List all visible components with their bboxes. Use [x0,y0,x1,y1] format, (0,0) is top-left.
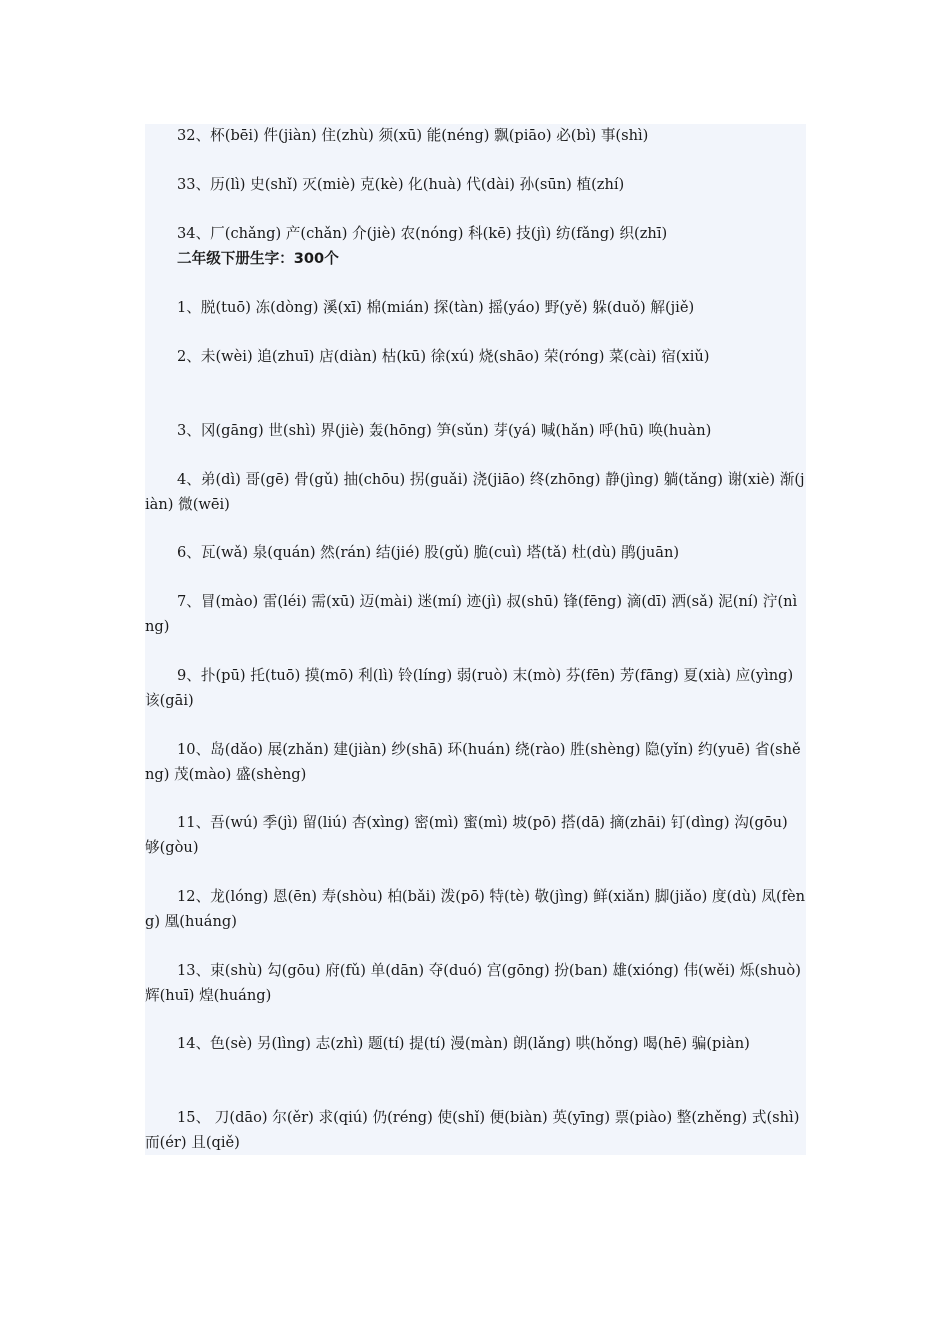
list-item: 9、扑(pū) 托(tuō) 摸(mō) 利(lì) 铃(líng) 弱(ruò) 末(mò) 芬(fēn) 芳(fāng) 夏(xià) 应(yìng) 该(gāi) [145,667,794,709]
list-item: 3、冈(gāng) 世(shì) 界(jiè) 轰(hōng) 笋(sǔn) 芽(yá) 喊(hǎn) 呼(hū) 唤(huàn) [177,422,712,439]
list-item: 4、弟(dì) 哥(gē) 骨(gǔ) 抽(chōu) 拐(guǎi) 浇(jiāo) 终(zhōng) 静(jìng) 躺(tǎng) 谢(xiè) 渐(jiàn) 微(wēi) [145,471,805,513]
list-item: 34、厂(chǎng) 产(chǎn) 介(jiè) 农(nóng) 科(kē) 技(jì) 纺(fǎng) 织(zhī) [177,225,668,242]
list-item: 13、束(shù) 勾(gōu) 府(fǔ) 单(dān) 夺(duó) 宫(gōng) 扮(ban) 雄(xióng) 伟(wěi) 烁(shuò) 辉(huī) 煌(huáng) [145,962,801,1004]
list-item: 2、未(wèi) 追(zhuī) 店(diàn) 枯(kū) 徐(xú) 烧(shāo) 荣(róng) 菜(cài) 宿(xiǔ) [177,348,710,365]
list-item: 10、岛(dǎo) 展(zhǎn) 建(jiàn) 纱(shā) 环(huán) 绕(rào) 胜(shèng) 隐(yǐn) 约(yuē) 省(shěng) 茂(mào) 盛(shèng) [145,741,801,783]
list-item: 6、瓦(wǎ) 泉(quán) 然(rán) 结(jié) 股(gǔ) 脆(cuì) 塔(tǎ) 杜(dù) 鹃(juān) [177,544,680,561]
list-item: 15、 刀(dāo) 尔(ěr) 求(qiú) 仍(réng) 使(shǐ) 便(biàn) 英(yīng) 票(piào) 整(zhěng) 式(shì) 而(ér) 且(qiě) [145,1109,800,1151]
list-item: 14、色(sè) 另(lìng) 志(zhì) 题(tí) 提(tí) 漫(màn) 朗(lǎng) 哄(hǒng) 喝(hē) 骗(piàn) [177,1035,750,1052]
section-heading: 二年级下册生字：300个 [177,250,339,267]
list-item: 1、脱(tuō) 冻(dòng) 溪(xī) 棉(mián) 探(tàn) 摇(yáo) 野(yě) 躲(duǒ) 解(jiě) [177,299,695,316]
list-item: 7、冒(mào) 雷(léi) 需(xū) 迈(mài) 迷(mí) 迹(jì) 叔(shū) 锋(fēng) 滴(dī) 洒(sǎ) 泥(ní) 泞(nìng) [145,593,798,635]
list-item: 33、历(lì) 史(shǐ) 灭(miè) 克(kè) 化(huà) 代(dài) 孙(sūn) 植(zhí) [177,176,625,193]
list-item: 32、杯(bēi) 件(jiàn) 住(zhù) 须(xū) 能(néng) 飘(piāo) 必(bì) 事(shì) [177,127,649,144]
list-item: 11、吾(wú) 季(jì) 留(liú) 杏(xìng) 密(mì) 蜜(mì) 坡(pō) 搭(dā) 摘(zhāi) 钉(dìng) 沟(gōu) 够(gòu) [145,814,788,856]
list-item: 12、龙(lóng) 恩(ēn) 寿(shòu) 柏(bǎi) 泼(pō) 特(tè) 敬(jìng) 鲜(xiǎn) 脚(jiǎo) 度(dù) 凤(fèng) 凰(huáng) [145,888,806,930]
